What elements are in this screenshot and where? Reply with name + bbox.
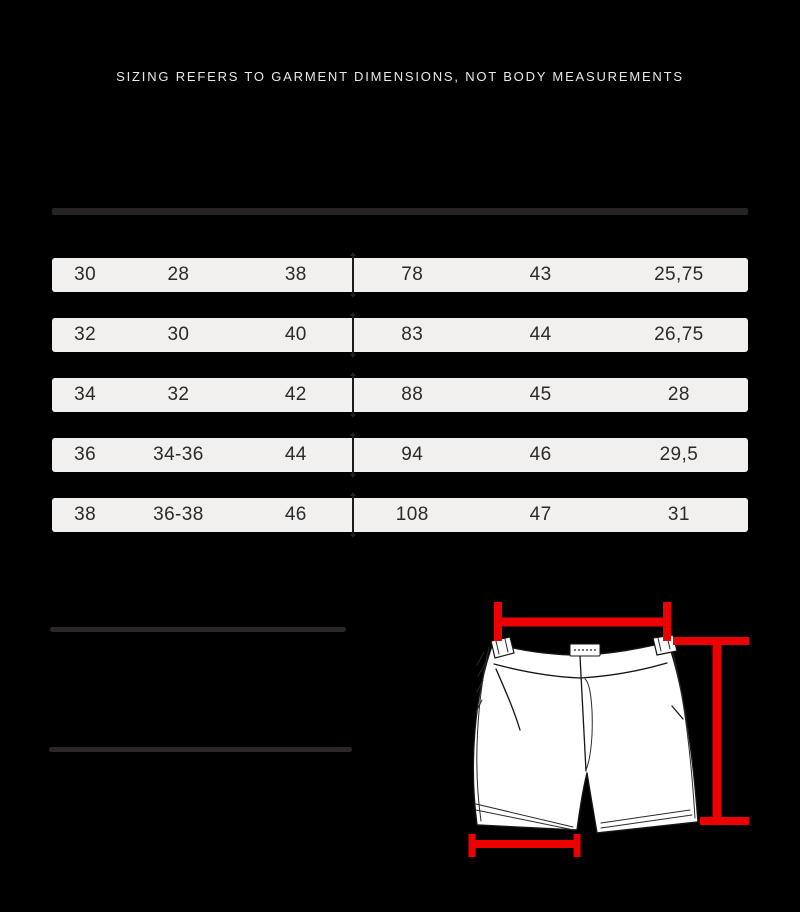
table-cell: 31 [667,504,690,525]
row-divider-line [352,375,354,415]
table-row [52,438,748,472]
table-cell: 36-38 [153,504,204,525]
table-cell: 38 [74,504,97,525]
table-cell: 28 [167,264,190,285]
table-cell: 32 [74,324,97,345]
table-header-bar [52,208,748,215]
table-cell: 47 [529,504,552,525]
table-cell: 78 [401,264,424,285]
table-row [52,258,748,292]
row-divider-line [352,495,354,535]
table-cell: 83 [401,324,424,345]
row-left-group [52,318,353,352]
table-cell: 46 [284,504,307,525]
table-cell: 108 [395,504,429,525]
row-right-group [353,498,748,532]
waist-measure-line [494,602,671,641]
table-cell: 88 [401,384,424,405]
row-divider-line [352,435,354,475]
table-cell: 45 [529,384,552,405]
table-cell: 44 [529,324,552,345]
table-cell: 29,5 [659,444,699,465]
row-left-group [52,438,353,472]
table-cell: 38 [284,264,307,285]
sizing-note: SIZING REFERS TO GARMENT DIMENSIONS, NOT BODY MEASUREMENTS [116,69,684,84]
row-left-group [52,258,353,292]
table-cell: 46 [529,444,552,465]
brand-label-tag [570,644,600,656]
legend-rule-line-1 [50,627,346,632]
table-cell: 30 [74,264,97,285]
table-cell: 94 [401,444,424,465]
row-right-group [353,318,748,352]
table-row [52,318,748,352]
table-cell: 30 [167,324,190,345]
table-row [52,498,748,532]
row-right-group [353,378,748,412]
table-cell: 25,75 [654,264,704,285]
row-divider-line [352,315,354,355]
row-left-group [52,378,353,412]
shorts-diagram [420,580,800,912]
row-right-group [353,438,748,472]
table-cell: 28 [667,384,690,405]
table-cell: 34 [74,384,97,405]
table-cell: 40 [284,324,307,345]
table-cell: 26,75 [654,324,704,345]
table-cell: 34-36 [153,444,204,465]
shorts-front-outline-icon [473,635,698,833]
table-cell: 42 [284,384,307,405]
table-cell: 44 [284,444,307,465]
table-row [52,378,748,412]
table-cell: 43 [529,264,552,285]
row-left-group [52,498,353,532]
table-cell: 32 [167,384,190,405]
row-divider-line [352,255,354,295]
row-right-group [353,258,748,292]
leg-opening-measure-line [469,834,580,857]
legend-rule-line-2 [49,747,352,752]
table-cell: 36 [74,444,97,465]
